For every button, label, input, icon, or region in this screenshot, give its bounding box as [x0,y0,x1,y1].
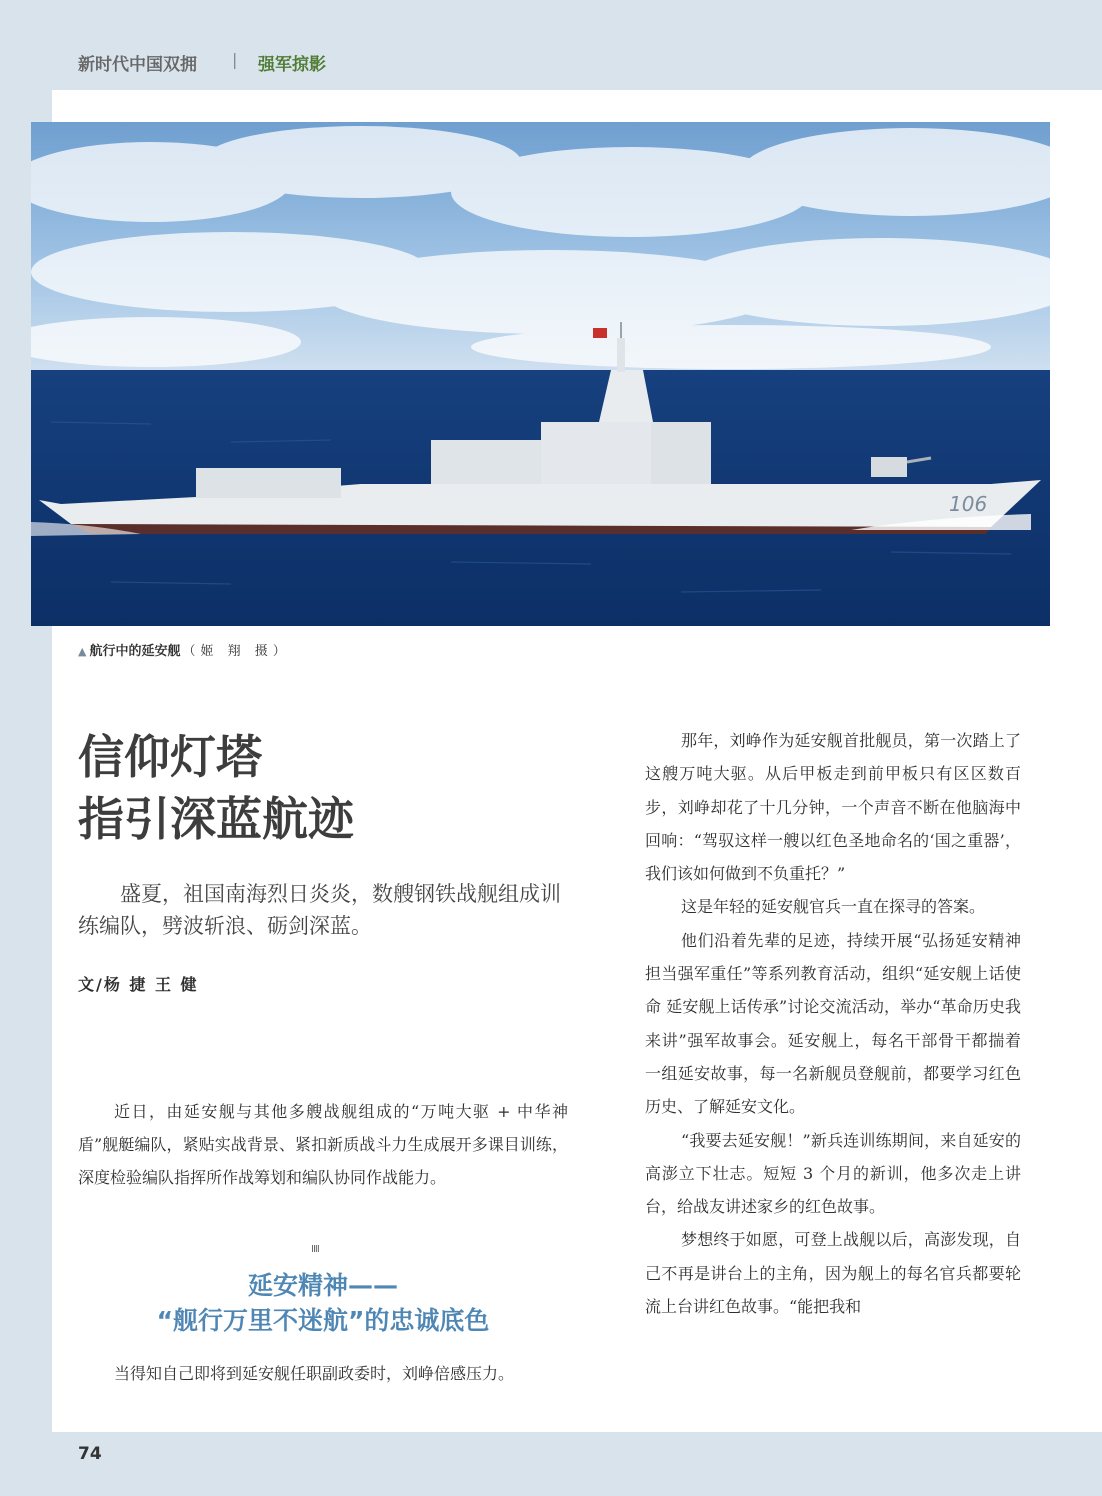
photo-caption [78,640,291,659]
page-number: 74 [78,1444,102,1464]
article-title [78,726,354,850]
caption-credit: （姬 翔 摄） [182,644,291,659]
intro-paragraph: 近日，由延安舰与其他多艘战舰组成的“万吨大驱 + 中华神盾”舰艇编队，紧贴实战背景、紧扣新质战斗力生成展开多课目训练，深度检验编队指挥所作战筹划和编队协同作战能力。 [78,1102,568,1187]
destroyer-photo [31,122,1050,626]
caption-text: 航行中的延安舰 [89,644,181,659]
subhead-line-1: 延安精神—— [247,1271,398,1300]
right-column [645,724,1021,1323]
article-lead: 盛夏，祖国南海烈日炎炎，数艘钢铁战舰组成训练编队，劈波斩浪、砺剑深蓝。 [78,882,561,938]
body-paragraph: 这是年轻的延安舰官兵一直在探寻的答案。 [681,897,986,917]
section-subhead [78,1268,568,1338]
article-byline: 文/杨 捷 王 健 [78,975,199,994]
caption-marker-icon: ▲ [78,645,87,658]
section-name: 新时代中国双拥 [78,55,197,75]
hull-number: 106 [949,492,988,516]
body-paragraph: 梦想终于如愿，可登上战舰以后，高澎发现，自己不再是讲台上的主角，因为舰上的每名官兵都要轮流上台讲红色故事。“能把我和 [645,1230,1021,1317]
subhead-line-2: “舰行万里不迷航”的忠诚底色 [156,1306,490,1335]
destroyer-illustration [31,122,1050,626]
header-separator: | [232,50,238,69]
page-header [0,0,1102,90]
body-paragraph: 他们沿着先辈的足迹，持续开展“弘扬延安精神 担当强军重任”等系列教育活动，组织“延安舰上话使命 延安舰上话传承”讨论交流活动，举办“革命历史我来讲”强军故事会。延安舰上，每名干部骨干都揣着一组延安故事，每一名新舰员登舰前，都要学习红色历史、了解延安文化。 [645,930,1021,1117]
body-paragraph-left: 当得知自己即将到延安舰任职副政委时，刘峥倍感压力。 [114,1364,515,1383]
title-line-1: 信仰灯塔 [78,730,262,784]
section-divider: IIII [311,1244,319,1255]
title-line-2: 指引深蓝航迹 [78,792,354,846]
column-name: 强军掠影 [258,55,326,75]
body-paragraph: “我要去延安舰！”新兵连训练期间，来自延安的高澎立下壮志。短短 3 个月的新训，他多次走上讲台，给战友讲述家乡的红色故事。 [645,1130,1021,1217]
body-paragraph: 那年，刘峥作为延安舰首批舰员，第一次踏上了这艘万吨大驱。从后甲板走到前甲板只有区区数百步，刘峥却花了十几分钟，一个声音不断在他脑海中回响：“驾驭这样一艘以红色圣地命名的‘国之重器’，我们该如何做到不负重托？” [645,731,1021,884]
